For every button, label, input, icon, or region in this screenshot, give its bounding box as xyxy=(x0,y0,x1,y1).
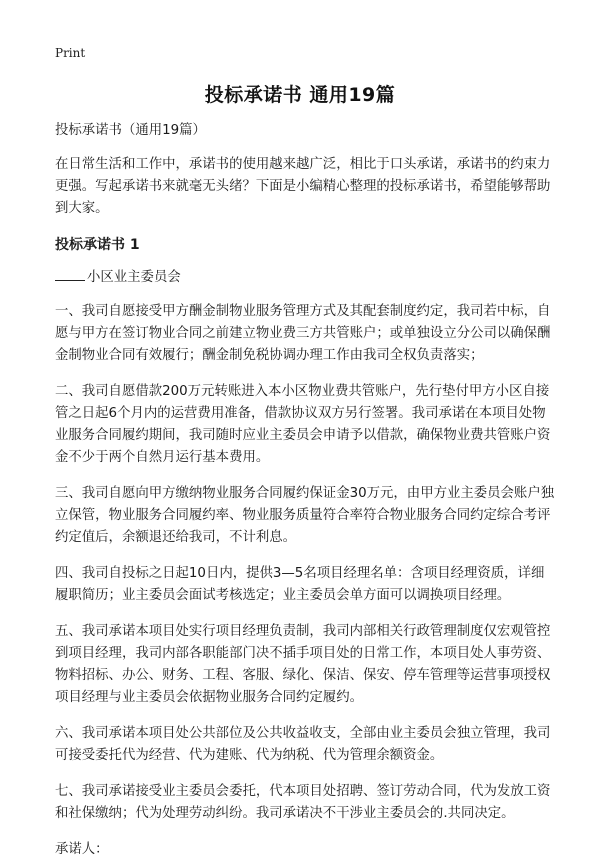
addressee-line xyxy=(55,266,555,289)
document-subtitle: 投标承诺书（通用19篇） xyxy=(55,123,206,138)
print-label: Print xyxy=(55,46,86,60)
clause-5: 五、我司承诺本项目处实行项目经理负责制，我司内部相关行政管理制度仅宏观管控到项目经理，我司内部各职能部门决不插手项目处的日常工作，本项目处人事劳资、物料招标、办公、财务、工程、客服、绿化、保洁、保安、停车管理等运营事项授权项目经理与业主委员会依据物业服务合同约定履约。 xyxy=(55,624,551,705)
clause-3: 三、我司自愿向甲方缴纳物业服务合同履约保证金30万元，由甲方业主委员会账户独立保管，物业服务合同履约率、物业服务质量符合率符合物业服务合同约定综合考评约定值后，余额退还给我司，不计利息。 xyxy=(55,486,555,545)
document-body xyxy=(55,120,555,861)
section-heading: 投标承诺书 1 xyxy=(55,237,140,253)
page-title: 投标承诺书 通用19篇 xyxy=(204,84,396,106)
intro-paragraph: 在日常生活和工作中，承诺书的使用越来越广泛，相比于口头承诺，承诺书的约束力更强。写起承诺书来就毫无头绪？下面是小编精心整理的投标承诺书，希望能够帮助到大家。 xyxy=(55,157,551,216)
addressee-text: 小区业主委员会 xyxy=(87,270,181,285)
clause-4: 四、我司自投标之日起10日内，提供3—5名项目经理名单：含项目经理资质，详细履职简历；业主委员会面试考核选定；业主委员会单方面可以调换项目经理。 xyxy=(55,566,545,603)
clause-1: 一、我司自愿接受甲方酬金制物业服务管理方式及其配套制度约定，我司若中标，自愿与甲方在签订物业合同之前建立物业费三方共管账户；或单独设立分公司以确保酬金制物业合同有效履行；酬金制免税协调办理工作由我司全权负责落实； xyxy=(55,304,551,363)
clause-2: 二、我司自愿借款200万元转账进入本小区物业费共管账户，先行垫付甲方小区自接管之日起6个月内的运营费用准备，借款协议双方另行签署。我司承诺在本项目处物业服务合同履约期间，我司随时应业主委员会申请予以借款，确保物业费共管账户资金不少于两个自然月运行基本费用。 xyxy=(55,384,551,465)
clause-6: 六、我司承诺本项目处公共部位及公共收益收支，全部由业主委员会独立管理，我司可接受委托代为经营、代为建账、代为纳税、代为管理余额资金。 xyxy=(55,726,551,763)
clause-7: 七、我司承诺接受业主委员会委托，代本项目处招聘、签订劳动合同，代为发放工资和社保缴纳；代为处理劳动纠纷。我司承诺决不干涉业主委员会的.共同决定。 xyxy=(55,784,551,821)
signer-label: 承诺人： xyxy=(55,842,109,857)
blank-underline xyxy=(55,266,85,281)
